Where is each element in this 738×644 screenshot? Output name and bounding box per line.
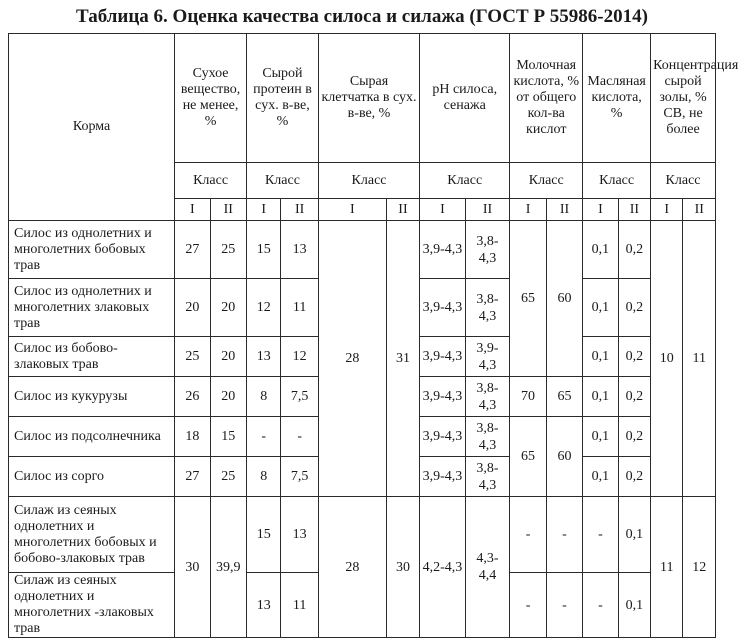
feed-name: Силос из сорго — [9, 457, 175, 497]
feed-name: Силос из подсолнечника — [9, 417, 175, 457]
lactic-class-ii: - — [546, 497, 582, 573]
dry-matter-class-ii: 25 — [210, 457, 246, 497]
protein-class-i: 8 — [247, 457, 281, 497]
lactic-class-i: 65 — [510, 417, 546, 497]
table-row — [9, 221, 716, 279]
header-dry-matter: Сухое вещество, не менее, % — [175, 34, 247, 163]
dry-matter-class-i: 27 — [175, 457, 210, 497]
lactic-class-ii: 60 — [546, 417, 582, 497]
butyric-class-i: - — [583, 497, 618, 573]
butyric-class-ii: 0,2 — [618, 377, 650, 417]
protein-class-i: 13 — [247, 573, 281, 638]
ph-class-ii: 3,8-4,3 — [465, 377, 510, 417]
class-label: Класс — [651, 163, 716, 199]
class-i: I — [247, 199, 281, 221]
class-i: I — [583, 199, 618, 221]
class-ii: II — [618, 199, 650, 221]
butyric-class-i: 0,1 — [583, 221, 618, 279]
dry-matter-class-i: 18 — [175, 417, 210, 457]
butyric-class-i: 0,1 — [583, 337, 618, 377]
feed-name: Силос из однолетних и многолетних злаковых трав — [9, 279, 175, 337]
class-i: I — [318, 199, 386, 221]
protein-class-ii: 7,5 — [281, 457, 318, 497]
protein-class-i: 13 — [247, 337, 281, 377]
silazh-ph-class-i: 4,2-4,3 — [420, 497, 466, 638]
silage-fiber-class-i: 28 — [318, 221, 386, 497]
header-row — [9, 34, 716, 163]
dry-matter-class-i: 26 — [175, 377, 210, 417]
ph-class-i: 3,9-4,3 — [420, 417, 466, 457]
ph-class-ii: 3,8-4,3 — [465, 221, 510, 279]
butyric-class-ii: 0,2 — [618, 221, 650, 279]
butyric-class-i: - — [583, 573, 618, 638]
feed-name: Силос из однолетних и многолетних бобовых трав — [9, 221, 175, 279]
silage-ash-class-i: 10 — [651, 221, 683, 497]
ph-class-i: 3,9-4,3 — [420, 377, 466, 417]
silazh-dry-matter-class-ii: 39,9 — [210, 497, 246, 638]
butyric-class-ii: 0,1 — [618, 573, 650, 638]
class-ii: II — [210, 199, 246, 221]
class-label: Класс — [247, 163, 319, 199]
ph-class-i: 3,9-4,3 — [420, 457, 466, 497]
dry-matter-class-ii: 20 — [210, 337, 246, 377]
dry-matter-class-ii: 20 — [210, 377, 246, 417]
dry-matter-class-i: 25 — [175, 337, 210, 377]
butyric-class-ii: 0,1 — [618, 497, 650, 573]
dry-matter-class-i: 20 — [175, 279, 210, 337]
butyric-class-i: 0,1 — [583, 377, 618, 417]
dry-matter-class-ii: 25 — [210, 221, 246, 279]
protein-class-i: - — [247, 417, 281, 457]
class-label: Класс — [318, 163, 419, 199]
ph-class-ii: 3,8-4,3 — [465, 279, 510, 337]
butyric-class-ii: 0,2 — [618, 279, 650, 337]
ph-class-i: 3,9-4,3 — [420, 221, 466, 279]
silazh-dry-matter-class-i: 30 — [175, 497, 210, 638]
header-butyric: Масляная кислота, % — [583, 34, 651, 163]
class-ii: II — [386, 199, 419, 221]
lactic-class-i: 65 — [510, 221, 546, 377]
silazh-fiber-class-i: 28 — [318, 497, 386, 638]
class-ii: II — [281, 199, 318, 221]
lactic-class-i: - — [510, 497, 546, 573]
dry-matter-class-i: 27 — [175, 221, 210, 279]
protein-class-ii: - — [281, 417, 318, 457]
ph-class-ii: 3,8-4,3 — [465, 457, 510, 497]
silage-fiber-class-ii: 31 — [386, 221, 419, 497]
silazh-fiber-class-ii: 30 — [386, 497, 419, 638]
protein-class-i: 8 — [247, 377, 281, 417]
butyric-class-ii: 0,2 — [618, 337, 650, 377]
feed-name: Силос из бобово-злаковых трав — [9, 337, 175, 377]
protein-class-ii: 11 — [281, 573, 318, 638]
ph-class-i: 3,9-4,3 — [420, 279, 466, 337]
feed-name: Силаж из сеяных однолетних и многолетних -злаковых трав — [9, 573, 175, 638]
header-ph: pH силоса, сенажа — [420, 34, 510, 163]
lactic-class-i: - — [510, 573, 546, 638]
class-label: Класс — [510, 163, 583, 199]
class-label: Класс — [583, 163, 651, 199]
silazh-ph-class-ii: 4,3-4,4 — [465, 497, 510, 638]
dry-matter-class-ii: 20 — [210, 279, 246, 337]
class-ii: II — [683, 199, 716, 221]
protein-class-ii: 12 — [281, 337, 318, 377]
protein-class-i: 15 — [247, 497, 281, 573]
header-protein: Сырой протеин в сух. в-ве, % — [247, 34, 319, 163]
class-ii: II — [465, 199, 510, 221]
class-i: I — [651, 199, 683, 221]
silazh-ash-class-ii: 12 — [683, 497, 716, 638]
silazh-ash-class-i: 11 — [651, 497, 683, 638]
lactic-class-ii: 65 — [546, 377, 582, 417]
header-ash: Концентрация сырой золы, % СВ, не более — [651, 34, 716, 163]
protein-class-ii: 13 — [281, 497, 318, 573]
butyric-class-i: 0,1 — [583, 457, 618, 497]
class-label: Класс — [175, 163, 247, 199]
class-label: Класс — [420, 163, 510, 199]
protein-class-ii: 13 — [281, 221, 318, 279]
silage-ash-class-ii: 11 — [683, 221, 716, 497]
ph-class-ii: 3,8-4,3 — [465, 417, 510, 457]
table-row — [9, 497, 716, 573]
header-fiber: Сырая клетчатка в сух. в-ве, % — [318, 34, 419, 163]
protein-class-i: 15 — [247, 221, 281, 279]
protein-class-ii: 7,5 — [281, 377, 318, 417]
feed-name: Силаж из сеяных однолетних и многолетних бобовых и бобово-злаковых трав — [9, 497, 175, 573]
lactic-class-ii: 60 — [546, 221, 582, 377]
dry-matter-class-ii: 15 — [210, 417, 246, 457]
protein-class-ii: 11 — [281, 279, 318, 337]
header-lactic: Молочная кислота, % от общего кол-ва кислот — [510, 34, 583, 163]
butyric-class-i: 0,1 — [583, 279, 618, 337]
class-i: I — [420, 199, 466, 221]
lactic-class-i: 70 — [510, 377, 546, 417]
silage-quality-table — [8, 33, 738, 638]
class-i: I — [510, 199, 546, 221]
butyric-class-ii: 0,2 — [618, 457, 650, 497]
feed-name: Силос из кукурузы — [9, 377, 175, 417]
class-ii: II — [546, 199, 582, 221]
lactic-class-ii: - — [546, 573, 582, 638]
header-feed: Корма — [9, 34, 175, 221]
ph-class-ii: 3,9-4,3 — [465, 337, 510, 377]
butyric-class-i: 0,1 — [583, 417, 618, 457]
table-title: Таблица 6. Оценка качества силоса и силажа (ГОСТ Р 55986-2014) — [76, 6, 648, 27]
class-i: I — [175, 199, 210, 221]
protein-class-i: 12 — [247, 279, 281, 337]
butyric-class-ii: 0,2 — [618, 417, 650, 457]
ph-class-i: 3,9-4,3 — [420, 337, 466, 377]
